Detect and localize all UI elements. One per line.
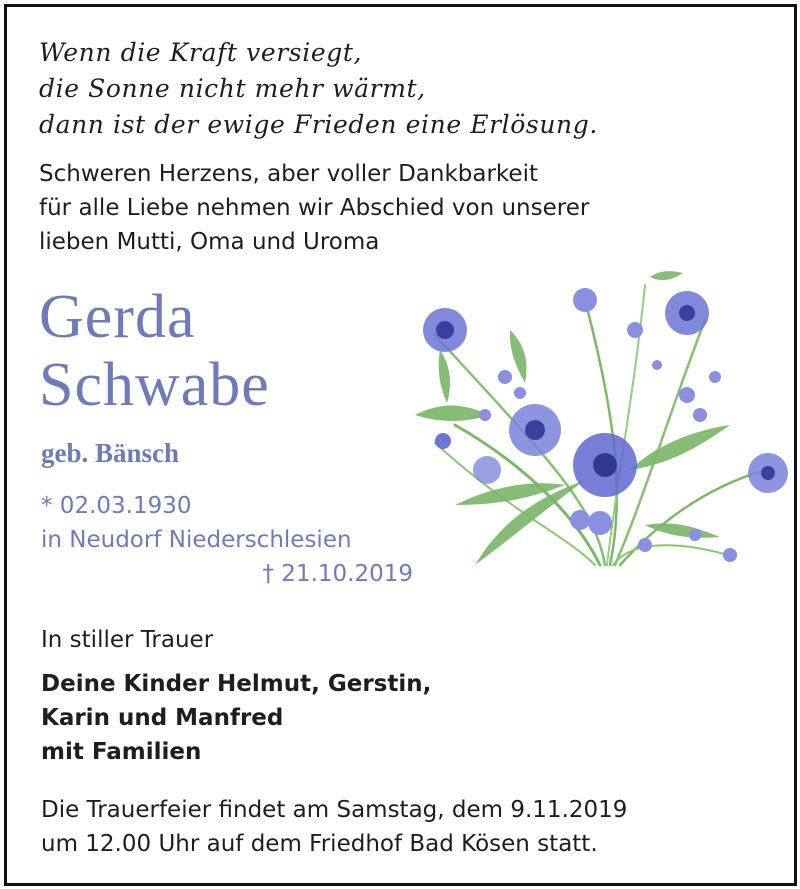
intro-line-3: lieben Mutti, Oma und Uroma xyxy=(39,229,380,255)
service-line-2: um 12.00 Uhr auf dem Friedhof Bad Kösen statt. xyxy=(41,831,598,857)
flower-bouquet-icon xyxy=(395,265,795,577)
obituary-frame xyxy=(4,4,797,886)
deceased-name xyxy=(39,283,270,419)
first-name: Gerda xyxy=(39,283,196,351)
intro-line-1: Schweren Herzens, aber voller Dankbarkeit xyxy=(39,161,538,187)
funeral-service-info xyxy=(41,793,627,861)
life-dates xyxy=(41,489,413,591)
family-line-2: Karin und Manfred xyxy=(41,705,284,731)
family-names xyxy=(41,667,431,769)
mourning-label: In stiller Trauer xyxy=(41,627,214,653)
service-line-1: Die Trauerfeier findet am Samstag, dem 9.11.2019 xyxy=(41,797,628,823)
poem xyxy=(39,35,598,143)
poem-line-3: dann ist der ewige Frieden eine Erlösung. xyxy=(39,110,598,139)
poem-line-2: die Sonne nicht mehr wärmt, xyxy=(39,74,426,103)
family-line-3: mit Familien xyxy=(41,739,202,765)
intro-text xyxy=(39,157,589,259)
birth-date: * 02.03.1930 xyxy=(41,493,192,519)
birth-place: in Neudorf Niederschlesien xyxy=(41,527,352,553)
maiden-name: geb. Bänsch xyxy=(41,438,180,468)
family-line-1: Deine Kinder Helmut, Gerstin, xyxy=(41,671,432,697)
intro-line-2: für alle Liebe nehmen wir Abschied von unserer xyxy=(39,195,590,221)
death-date: † 21.10.2019 xyxy=(262,561,413,587)
last-name: Schwabe xyxy=(39,351,270,419)
poem-line-1: Wenn die Kraft versiegt, xyxy=(39,38,363,67)
